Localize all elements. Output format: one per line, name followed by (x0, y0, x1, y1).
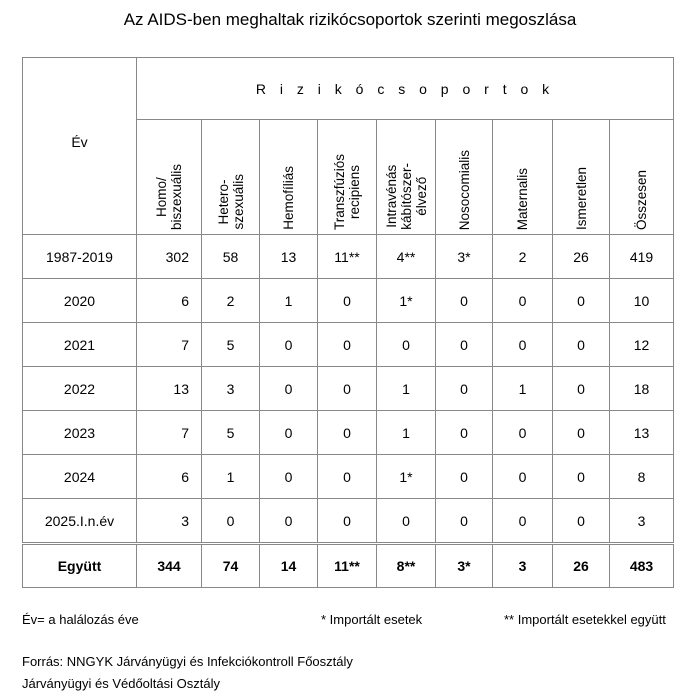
value-cell: 0 (260, 455, 318, 499)
column-header-label: Hemofíliás (281, 166, 296, 230)
source-line-2: Járványügyi és Védőoltási Osztály (22, 676, 220, 691)
value-cell: 0 (493, 411, 553, 455)
value-cell: 4** (377, 235, 436, 279)
value-cell: 2 (202, 279, 260, 323)
value-cell: 0 (260, 323, 318, 367)
value-cell: 0 (493, 323, 553, 367)
value-cell: 3* (436, 235, 493, 279)
value-cell: 0 (377, 499, 436, 544)
column-header (137, 120, 202, 235)
year-cell: 2021 (23, 323, 137, 367)
column-header-label: Intravénás kábítószer- élvező (383, 163, 429, 230)
value-cell: 26 (553, 235, 610, 279)
column-header (318, 120, 377, 235)
value-cell: 7 (137, 411, 202, 455)
value-cell: 0 (318, 367, 377, 411)
value-cell: 8 (610, 455, 674, 499)
value-cell: 0 (553, 367, 610, 411)
column-header-label: Összesen (634, 169, 650, 230)
double-star-note: ** Importált esetekkel együtt (504, 612, 666, 627)
column-header (260, 120, 318, 235)
value-cell: 0 (436, 455, 493, 499)
value-cell: 3 (137, 499, 202, 544)
value-cell: 13 (137, 367, 202, 411)
column-header (610, 120, 674, 235)
year-note: Év= a halálozás éve (22, 612, 139, 627)
value-cell: 3 (202, 367, 260, 411)
page-title: Az AIDS-ben meghaltak rizikócsoportok szerinti megoszlása (123, 10, 577, 29)
table-row (23, 367, 674, 411)
value-cell: 419 (610, 235, 674, 279)
value-cell: 13 (610, 411, 674, 455)
year-cell: 2023 (23, 411, 137, 455)
year-cell: 1987-2019 (23, 235, 137, 279)
value-cell: 8** (377, 544, 436, 588)
column-header-label: Homo/ biszexuális (154, 163, 184, 230)
value-cell: 0 (553, 499, 610, 544)
value-cell: 0 (436, 367, 493, 411)
value-cell: 1* (377, 455, 436, 499)
column-header-label: Hetero- szexuális (215, 174, 246, 230)
column-header-label: Transzfúziós recipiens (332, 153, 362, 230)
table-row (23, 455, 674, 499)
table-row (23, 323, 674, 367)
column-header-label: Nosocomialis (456, 149, 472, 230)
value-cell: 58 (202, 235, 260, 279)
value-cell: 344 (137, 544, 202, 588)
value-cell: 0 (553, 323, 610, 367)
value-cell: 0 (493, 499, 553, 544)
value-cell: 0 (260, 411, 318, 455)
value-cell: 302 (137, 235, 202, 279)
value-cell: 3 (610, 499, 674, 544)
column-header (202, 120, 260, 235)
year-cell: 2022 (23, 367, 137, 411)
column-header-label: Ismeretlen (573, 166, 589, 230)
value-cell: 0 (318, 323, 377, 367)
value-cell: 74 (202, 544, 260, 588)
value-cell: 0 (260, 499, 318, 544)
value-cell: 10 (610, 279, 674, 323)
table-row (23, 279, 674, 323)
value-cell: 11** (318, 544, 377, 588)
value-cell: 5 (202, 411, 260, 455)
value-cell: 26 (553, 544, 610, 588)
value-cell: 0 (553, 411, 610, 455)
source-line-1: Forrás: NNGYK Járványügyi és Infekciókontroll Főosztály (22, 654, 353, 669)
value-cell: 18 (610, 367, 674, 411)
value-cell: 0 (436, 499, 493, 544)
column-header (436, 120, 493, 235)
star-note: * Importált esetek (321, 612, 423, 627)
value-cell: 0 (553, 279, 610, 323)
value-cell: 5 (202, 323, 260, 367)
column-header (553, 120, 610, 235)
total-row (23, 544, 674, 588)
value-cell: 2 (493, 235, 553, 279)
value-cell: 1 (377, 411, 436, 455)
total-label: Együtt (23, 544, 137, 588)
value-cell: 6 (137, 455, 202, 499)
value-cell: 0 (493, 279, 553, 323)
value-cell: 3 (493, 544, 553, 588)
year-header: Év (23, 58, 137, 235)
value-cell: 14 (260, 544, 318, 588)
value-cell: 0 (260, 367, 318, 411)
value-cell: 0 (318, 279, 377, 323)
value-cell: 1 (260, 279, 318, 323)
value-cell: 0 (553, 455, 610, 499)
value-cell: 0 (202, 499, 260, 544)
year-cell: 2024 (23, 455, 137, 499)
value-cell: 483 (610, 544, 674, 588)
value-cell: 0 (318, 499, 377, 544)
value-cell: 12 (610, 323, 674, 367)
value-cell: 7 (137, 323, 202, 367)
value-cell: 1 (377, 367, 436, 411)
value-cell: 0 (318, 411, 377, 455)
year-cell: 2025.I.n.év (23, 499, 137, 544)
value-cell: 0 (318, 455, 377, 499)
column-header-label: Maternalis (515, 167, 530, 230)
value-cell: 0 (493, 455, 553, 499)
table-row (23, 499, 674, 544)
value-cell: 11** (318, 235, 377, 279)
column-header (493, 120, 553, 235)
data-table (22, 57, 674, 588)
year-cell: 2020 (23, 279, 137, 323)
value-cell: 1* (377, 279, 436, 323)
value-cell: 1 (202, 455, 260, 499)
value-cell: 0 (436, 279, 493, 323)
group-header: R i z i k ó c s o p o r t o k (137, 58, 674, 120)
value-cell: 0 (436, 323, 493, 367)
table-row (23, 235, 674, 279)
value-cell: 1 (493, 367, 553, 411)
table-row (23, 411, 674, 455)
value-cell: 0 (377, 323, 436, 367)
value-cell: 3* (436, 544, 493, 588)
column-header (377, 120, 436, 235)
value-cell: 13 (260, 235, 318, 279)
value-cell: 6 (137, 279, 202, 323)
value-cell: 0 (436, 411, 493, 455)
